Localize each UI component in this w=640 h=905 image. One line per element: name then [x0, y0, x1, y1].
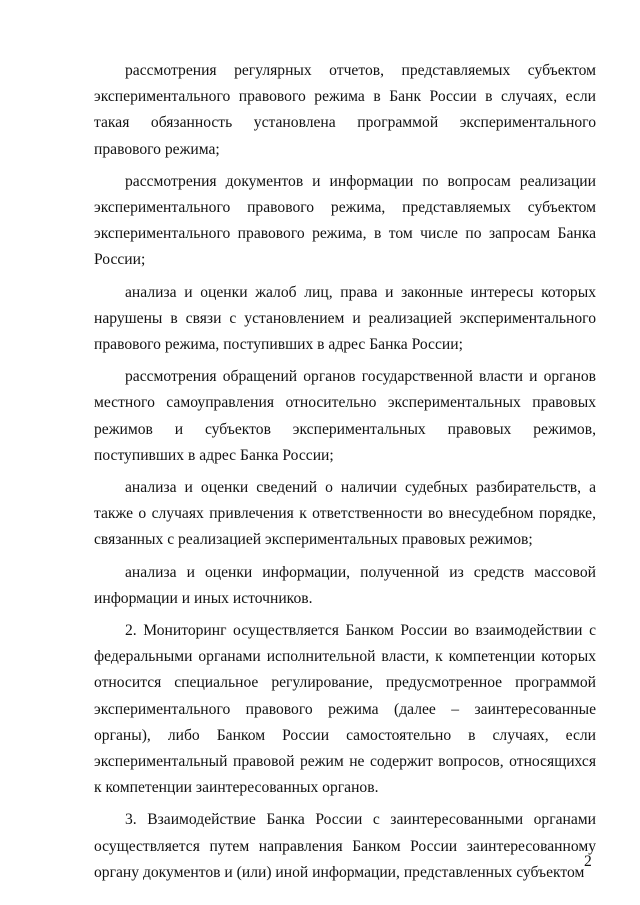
paragraph-interaction-clause-3: 3. Взаимодействие Банка России с заинтересованными органами осуществляется путем направления Банком России заинтересованному органу документов и (или) иной информации, представленных субъектом	[94, 811, 596, 881]
paragraph-documents-review: рассмотрения документов и информации по вопросам реализации экспериментального правового режима, представляемых субъектом экспериментального правового режима, в том числе по запросам Банка России;	[94, 172, 596, 269]
paragraph-monitoring-clause-2: 2. Мониторинг осуществляется Банком России во взаимодействии с федеральными органами исполнительной власти, к компетенции которых относится специальное регулирование, предусмотренное программой экспериментального правового режима (далее – заинтересованные органы), либо Банком России самостоятельно в случаях, если экспериментальный правовой режим не содержит вопросов, относящихся к компетенции заинтересованных органов.	[94, 622, 596, 797]
paragraph-court-proceedings: анализа и оценки сведений о наличии судебных разбирательств, а также о случаях привлечения к ответственности во внесудебном порядке, связанных с реализацией экспериментальных правовых режимов;	[94, 479, 596, 549]
paragraph-regular-reports: рассмотрения регулярных отчетов, представляемых субъектом экспериментального правового режима в Банк России в случаях, если такая обязанность установлена программой экспериментального правового режима;	[94, 62, 596, 158]
paragraph-complaints-analysis: анализа и оценки жалоб лиц, права и законные интересы которых нарушены в связи с установлением и реализацией экспериментального правового режима, поступивших в адрес Банка России;	[94, 283, 596, 354]
paragraph-authority-appeals: рассмотрения обращений органов государственной власти и органов местного самоуправления относительно экспериментальных правовых режимов и субъектов экспериментальных правовых режимов, поступивших в адрес Банка России;	[94, 368, 596, 464]
document-body	[94, 58, 596, 886]
paragraph-media-information: анализа и оценки информации, полученной из средств массовой информации и иных источников.	[94, 563, 596, 607]
page-number: 2	[584, 853, 592, 870]
